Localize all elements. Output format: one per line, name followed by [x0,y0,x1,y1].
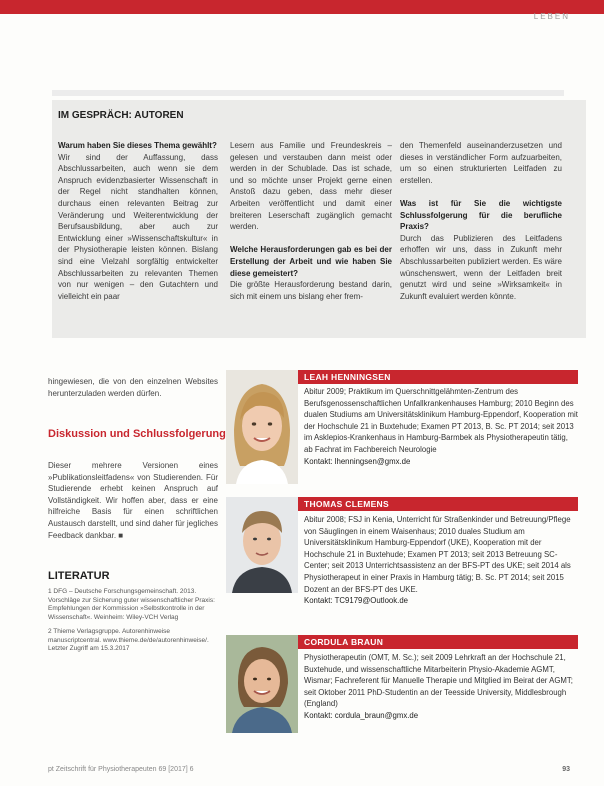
contact-email: Kontakt: TC9179@Outlook.de [304,596,408,606]
article-intro [48,376,218,399]
section-heading: Diskussion und Schlussfolgerung [48,428,226,440]
answer-1-continued: Lesern aus Familie und Freundeskreis – gelesen und verstauben dann meist oder werden in der Schublade. Das ist schade, und so möchte unser Projekt gerne einen Anstoß dazu geben, dass mehr dieser Arbeiten veröffentlicht und damit einer breiteren Leserschaft zugänglich gemacht werden. [230,141,392,232]
question-2: Welche Herausforderungen gab es bei der Erstellung der Arbeit und wie haben Sie diese gemeistert? [230,245,392,278]
author-name-henningsen: LEAH HENNINGSEN [298,370,578,384]
bio-text: Physiotherapeutin (OMT, M. Sc.); seit 2009 Lehrkraft an der Hochschule 21, Buxtehude, und wissenschaftliche Mitarbeiterin Physio-Akademie AGMT, Wismar; Fachreferent für Manuelle Therapie und Mitglied im Beirat der AGMT; seit Oktober 2011 PhD-Studentin an der Teesside University, Middlesbrough (England) [304,653,573,709]
answer-2-continued: den Themenfeld auseinanderzusetzen und dieses in verständlicher Form aufzuarbeiten, um so einen strukturierten Leitfaden zu erstellen. [400,141,562,185]
question-1: Warum haben Sie dieses Thema gewählt? [58,141,217,150]
footer-journal: pt Zeitschrift für Physiotherapeuten 69 [2017] 6 [48,766,194,773]
answer-1: Wir sind der Auffassung, dass Abschlussarbeiten, auch wenn sie dem Anspruch evidenzbasierter Wissenschaft in der Regel nicht standhalten können, durchaus einen relevanten Beitrag zur Veränderung und Weiterentwicklung der Berufsausbildung, aber auch zur Entwicklung einer »Wissenschaftskultur« in der Physiotherapie leisten können. Bislang sind eine Vielzahl sorgfältig entwickelter Abschlussarbeiten zu relevanten Themen von nur wenigen – den Gutachtern und vielleicht ein paar [58,152,218,301]
top-accent-bar [0,0,604,14]
interview-title: IM GESPRÄCH: AUTOREN [58,110,184,121]
article-body-text: Dieser mehrere Versionen eines »Publikationsleitfadens« von Studierenden. Für Studierende erhebt keinen Anspruch auf Vollständigkeit. Wir hoffen aber, dass er eine hilfreiche Basis für einen schriftlichen Austausch darstellt, und sind daher für jegliches Feedback dankbar. ■ [48,461,218,540]
literature-item-1: 1 DFG – Deutsche Forschungsgemeinschaft. 2013. Vorschläge zur Sicherung guter wissenschaftlicher Praxis: Empfehlungen der Kommission »Selbstkontrolle in der Wissenschaft«. Weinheim: Wiley-VCH Verlag [48,588,215,621]
page-number: 93 [562,766,570,773]
question-3: Was ist für Sie die wichtigste Schlussfolgerung für die berufliche Praxis? [400,198,562,232]
answer-2: Die größte Herausforderung bestand darin, sich mit einem uns bislang eher frem- [230,280,392,301]
author-name-braun: CORDULA BRAUN [298,635,578,649]
author-photo-braun [226,635,298,733]
contact-email: Kontakt: cordula_braun@gmx.de [304,710,419,720]
author-name-clemens: THOMAS CLEMENS [298,497,578,511]
author-bio-braun [304,652,578,722]
contact-email: Kontakt: lhenningsen@gmx.de [304,456,411,466]
literature-item-2: 2 Thieme Verlagsgruppe. Autorenhinweise manuscriptcentral. www.thieme.de/de/autorenhinweise/. Letzter Zugriff am 15.3.2017 [48,628,209,653]
author-photo-henningsen [226,370,298,484]
answer-3: Durch das Publizieren des Leitfadens erhoffen wir uns, dass in Zukunft mehr Abschlussarbeiten publiziert werden. Es wäre wünschenswert, wenn der Leitfaden breit genutzt wird und seine »Wirksamkeit« in Zukunft evaluiert werden könnte. [400,233,562,301]
bio-text: Abitur 2008; FSJ in Kenia, Unterricht für Straßenkinder und Betreuung/Pflege von Säuglingen in einem Waisenhaus; 2010 duales Studium am Universitätsklinikum Hamburg-Eppendorf (UKE), Kooperation mit der Hochschule 21 in Buxtehude; Examen PT 2013; seit 2013 Betreuung SC-Center; seit 2013 Unterrichtsassistenz an der BFS-PT des UKE; seit 2014 als Physiotherapeut in einer Praxis in Hamburg tätig; B. Sc. PT 2014; seit 2015 Dozent an der BFS-PT des UKE. [304,515,571,594]
author-photo-clemens [226,497,298,593]
interview-column-3 [400,140,562,314]
article-body [48,460,218,541]
author-bio-henningsen [304,386,578,467]
literature-heading: LITERATUR [48,570,110,582]
author-bio-clemens [304,514,578,607]
bio-text: Abitur 2009; Praktikum im Querschnittgelähmten-Zentrum des Berufsgenossenschaftlichen Unfallkrankenhauses Hamburg; 2010 Beginn des dualen Studiums am Universitätsklinikum Hamburg-Eppendorf, Kooperation mit der Hochschule 21 in Buxtehude; Examen PT 2013, B. Sc. PT 2014; seit 2013 im Asklepios-Krankenhaus in Hamburg-Barmbek als Physiotherapeutin tätig, ab Fachrat im Fachbereich Neurologie [304,387,578,454]
article-intro-text: hingewiesen, die von den einzelnen Websites herunterzuladen werden dürfen. [48,377,218,398]
box-top-rule [52,90,564,96]
interview-column-2 [230,140,392,314]
interview-column-1 [58,140,218,314]
section-tag: LEBEN [533,12,570,21]
